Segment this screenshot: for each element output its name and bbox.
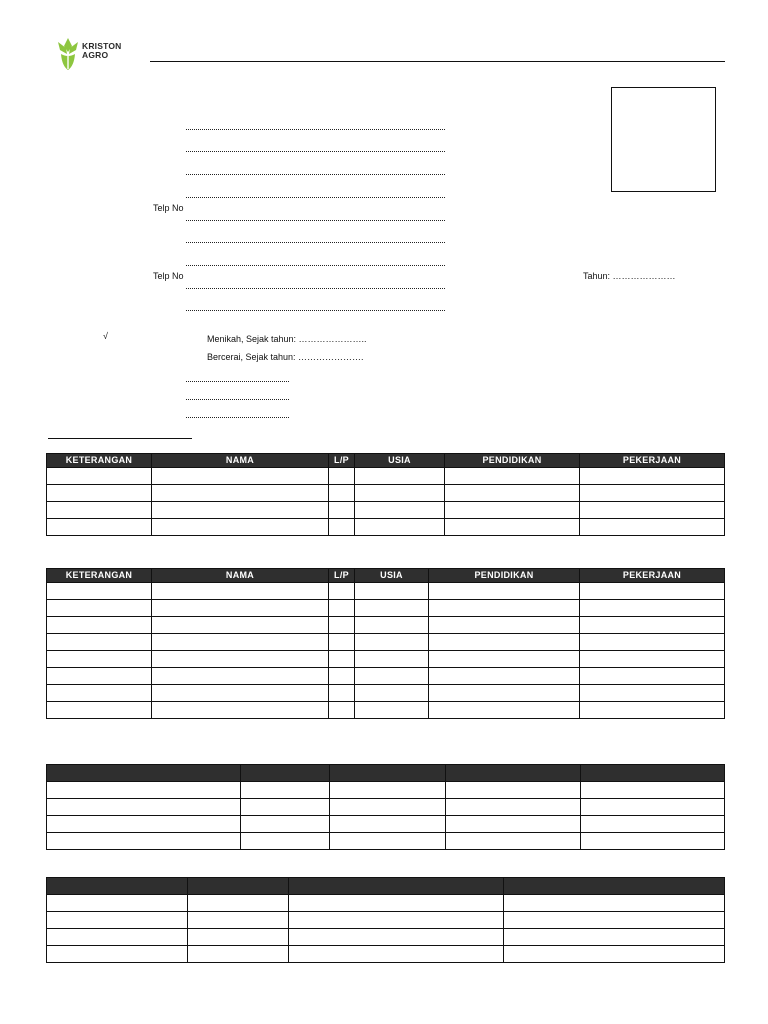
table-cell[interactable] [152,502,329,519]
leaf-logo-icon [56,36,80,72]
header-rule [150,61,725,62]
table-cell[interactable] [47,799,241,816]
table-cell[interactable] [329,600,355,617]
col-header [446,765,581,782]
table-cell[interactable] [47,782,241,799]
table-cell[interactable] [329,685,355,702]
short-entry-line [186,417,289,418]
table-cell[interactable] [47,583,152,600]
table-cell[interactable] [329,651,355,668]
logo-line2: AGRO [82,50,109,60]
table-cell[interactable] [329,519,355,536]
col-header [47,765,241,782]
table-cell[interactable] [152,485,329,502]
table-row [47,468,725,485]
table-cell[interactable] [329,617,355,634]
col-header [289,878,504,895]
col-header: USIA [355,454,445,468]
tahun-label: Tahun: ………………… [583,271,676,281]
table-cell[interactable] [429,634,580,651]
kriston-agro-logo [56,36,136,72]
table-row [47,702,725,719]
table-cell[interactable] [580,502,725,519]
col-header: L/P [329,569,355,583]
table-cell[interactable] [580,702,725,719]
photo-box [611,87,716,192]
table-cell[interactable] [47,946,188,963]
table-cell[interactable] [47,468,152,485]
table-cell[interactable] [446,782,581,799]
telp-label: Telp No [153,203,184,213]
table-cell[interactable] [152,634,329,651]
entry-line [186,242,445,243]
table-cell[interactable] [47,702,152,719]
table-cell[interactable] [580,485,725,502]
table-row [47,912,725,929]
table-cell[interactable] [504,912,725,929]
table-cell[interactable] [580,685,725,702]
table-cell[interactable] [355,583,429,600]
table-cell[interactable] [152,600,329,617]
table-cell[interactable] [188,946,289,963]
table-cell[interactable] [429,668,580,685]
col-header: NAMA [152,569,329,583]
table-cell[interactable] [580,617,725,634]
table-cell[interactable] [429,651,580,668]
table-cell[interactable] [329,634,355,651]
table-cell[interactable] [47,685,152,702]
col-header: NAMA [152,454,329,468]
table-cell[interactable] [445,485,580,502]
col-header: KETERANGAN [47,569,152,583]
table-cell[interactable] [47,617,152,634]
table-cell[interactable] [429,617,580,634]
table-row [47,485,725,502]
history-table-1 [46,764,725,850]
table-cell[interactable] [355,485,445,502]
entry-line [186,197,445,198]
table-cell[interactable] [47,912,188,929]
col-header: PENDIDIKAN [429,569,580,583]
table-cell[interactable] [188,912,289,929]
table-cell[interactable] [355,519,445,536]
table-cell[interactable] [446,833,581,850]
table-cell[interactable] [289,946,504,963]
table-cell[interactable] [330,782,446,799]
table-cell[interactable] [241,799,330,816]
table-row [47,946,725,963]
table-row [47,929,725,946]
table-row [47,895,725,912]
logo-line1: KRISTON [82,41,122,51]
family-table-1 [46,453,725,536]
table-cell[interactable] [329,468,355,485]
table-cell[interactable] [152,651,329,668]
table-cell[interactable] [47,634,152,651]
col-header [581,765,725,782]
table-cell[interactable] [355,651,429,668]
table-cell[interactable] [47,833,241,850]
table-cell[interactable] [355,634,429,651]
table-cell[interactable] [580,468,725,485]
table-cell[interactable] [329,668,355,685]
table-cell[interactable] [445,502,580,519]
table-cell[interactable] [152,519,329,536]
table-cell[interactable] [581,782,725,799]
table-cell[interactable] [355,617,429,634]
col-header [504,878,725,895]
table-cell[interactable] [581,816,725,833]
table-cell[interactable] [47,651,152,668]
col-header [47,878,188,895]
table-row [47,816,725,833]
table-cell[interactable] [446,799,581,816]
table-cell[interactable] [580,600,725,617]
table-cell[interactable] [330,833,446,850]
table-row [47,782,725,799]
table-cell[interactable] [329,485,355,502]
table-cell[interactable] [152,617,329,634]
entry-line [186,310,445,311]
table-cell[interactable] [289,912,504,929]
table-cell[interactable] [289,895,504,912]
table-cell[interactable] [47,668,152,685]
table-cell[interactable] [445,468,580,485]
table-cell[interactable] [355,668,429,685]
table-row [47,799,725,816]
entry-line [186,220,445,221]
table-cell[interactable] [47,519,152,536]
table-row [47,833,725,850]
col-header: PEKERJAAN [580,569,725,583]
table-cell[interactable] [188,929,289,946]
table-cell[interactable] [47,502,152,519]
table-cell[interactable] [152,668,329,685]
table-cell[interactable] [289,929,504,946]
entry-line [186,129,445,130]
check-mark: √ [103,331,108,341]
entry-line [186,151,445,152]
telp-label: Telp No [153,271,184,281]
table-cell[interactable] [504,946,725,963]
table-cell[interactable] [580,668,725,685]
table-cell[interactable] [152,468,329,485]
entry-line [186,288,445,289]
history-table-2 [46,877,725,963]
table-cell[interactable] [429,583,580,600]
table-cell[interactable] [504,895,725,912]
table-row [47,617,725,634]
col-header [188,878,289,895]
married-label: Menikah, Sejak tahun: ………………….. [207,334,367,344]
table-cell[interactable] [47,929,188,946]
table-row [47,634,725,651]
table-cell[interactable] [504,929,725,946]
table-cell[interactable] [580,583,725,600]
col-header: KETERANGAN [47,454,152,468]
table-cell[interactable] [429,702,580,719]
table-row [47,583,725,600]
table-cell[interactable] [355,685,429,702]
table-cell[interactable] [47,816,241,833]
table-cell[interactable] [355,502,445,519]
table-cell[interactable] [355,468,445,485]
table-cell[interactable] [241,816,330,833]
table-cell[interactable] [47,485,152,502]
table-cell[interactable] [429,685,580,702]
table-cell[interactable] [580,651,725,668]
col-header: L/P [329,454,355,468]
table-cell[interactable] [329,702,355,719]
table-cell[interactable] [152,583,329,600]
table-cell[interactable] [581,833,725,850]
divorced-label: Bercerai, Sejak tahun: …………………. [207,352,364,362]
table-cell[interactable] [152,702,329,719]
entry-line [186,174,445,175]
table-cell[interactable] [330,816,446,833]
table-row [47,685,725,702]
table-row [47,600,725,617]
table-cell[interactable] [580,634,725,651]
table-cell[interactable] [355,600,429,617]
col-header: PENDIDIKAN [445,454,580,468]
col-header [241,765,330,782]
table-cell[interactable] [445,519,580,536]
table-row [47,502,725,519]
table-cell[interactable] [47,895,188,912]
short-entry-line [186,381,289,382]
table-cell[interactable] [580,519,725,536]
table-cell[interactable] [241,782,330,799]
col-header: USIA [355,569,429,583]
table-cell[interactable] [446,816,581,833]
table-cell[interactable] [329,502,355,519]
col-header [330,765,446,782]
table-row [47,668,725,685]
table-cell[interactable] [330,799,446,816]
col-header: PEKERJAAN [580,454,725,468]
entry-line [186,265,445,266]
table-row [47,519,725,536]
table-cell[interactable] [152,685,329,702]
table-row [47,651,725,668]
table-cell[interactable] [429,600,580,617]
section-underline [48,438,192,439]
table-cell[interactable] [355,702,429,719]
family-table-2 [46,568,725,719]
table-cell[interactable] [241,833,330,850]
table-cell[interactable] [188,895,289,912]
short-entry-line [186,399,289,400]
table-cell[interactable] [329,583,355,600]
table-cell[interactable] [581,799,725,816]
table-cell[interactable] [47,600,152,617]
